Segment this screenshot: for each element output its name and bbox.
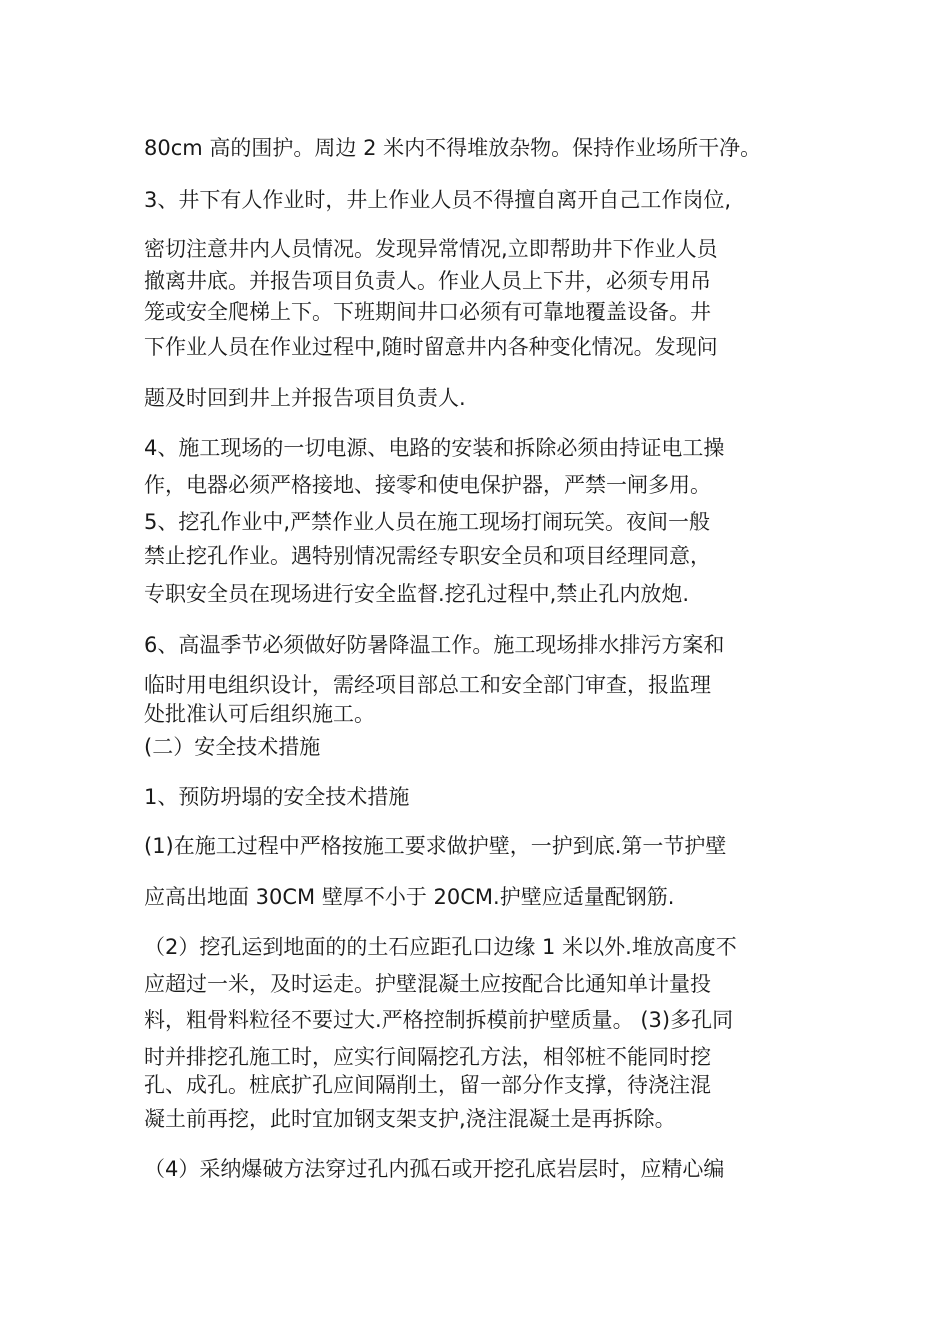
text-line: 下作业人员在作业过程中,随时留意井内各种变化情况。发现问 [144,335,718,359]
text-line: （4）采纳爆破方法穿过孔内孤石或开挖孔底岩层时，应精心编 [144,1157,725,1181]
text-line: 5、挖孔作业中,严禁作业人员在施工现场打闹玩笑。夜间一般 [144,510,711,534]
text-line: 凝土前再挖，此时宜加钢支架支护,浇注混凝土是再拆除。 [144,1107,676,1131]
text-line: 6、高温季节必须做好防暑降温工作。施工现场排水排污方案和 [144,633,725,657]
text-line: 临时用电组织设计，需经项目部总工和安全部门审查，报监理 [144,673,711,697]
text-line: 专职安全员在现场进行安全监督.挖孔过程中,禁止孔内放炮. [144,582,690,606]
text-line: 题及时回到井上并报告项目负责人. [144,386,466,410]
text-line: 撤离井底。并报告项目负责人。作业人员上下井，必须专用吊 [144,269,711,293]
text-line: 料，粗骨料粒径不要过大.严格控制拆模前护壁质量。 (3)多孔同 [144,1008,734,1032]
text-line: 处批准认可后组织施工。 [144,702,375,726]
text-line: 3、井下有人作业时，井上作业人员不得擅自离开自己工作岗位, [144,188,732,212]
text-line: (1)在施工过程中严格按施工要求做护壁，一护到底.第一节护壁 [144,834,727,858]
text-line: （2）挖孔运到地面的的土石应距孔口边缘 1 米以外.堆放高度不 [144,935,737,959]
text-line: 笼或安全爬梯上下。下班期间井口必须有可靠地覆盖设备。井 [144,300,711,324]
text-line: 孔、成孔。桩底扩孔应间隔削土，留一部分作支撑，待浇注混 [144,1073,711,1097]
text-line: 时并排挖孔施工时，应实行间隔挖孔方法，相邻桩不能同时挖 [144,1045,711,1069]
text-line: 禁止挖孔作业。遇特别情况需经专职安全员和项目经理同意， [144,544,711,568]
text-line: 80cm 高的围护。周边 2 米内不得堆放杂物。保持作业场所干净。 [144,136,762,160]
text-line: 应超过一米，及时运走。护壁混凝土应按配合比通知单计量投 [144,972,711,996]
section-heading: (二）安全技术措施 [144,735,321,759]
text-line: 作，电器必须严格接地、接零和使电保护器，严禁一闸多用。 [144,473,711,497]
subsection-heading: 1、预防坍塌的安全技术措施 [144,785,410,809]
text-line: 密切注意井内人员情况。发现异常情况,立即帮助井下作业人员 [144,237,718,261]
text-line: 4、施工现场的一切电源、电路的安装和拆除必须由持证电工操 [144,436,725,460]
text-line: 应高出地面 30CM 壁厚不小于 20CM.护壁应适量配钢筋. [144,885,675,909]
